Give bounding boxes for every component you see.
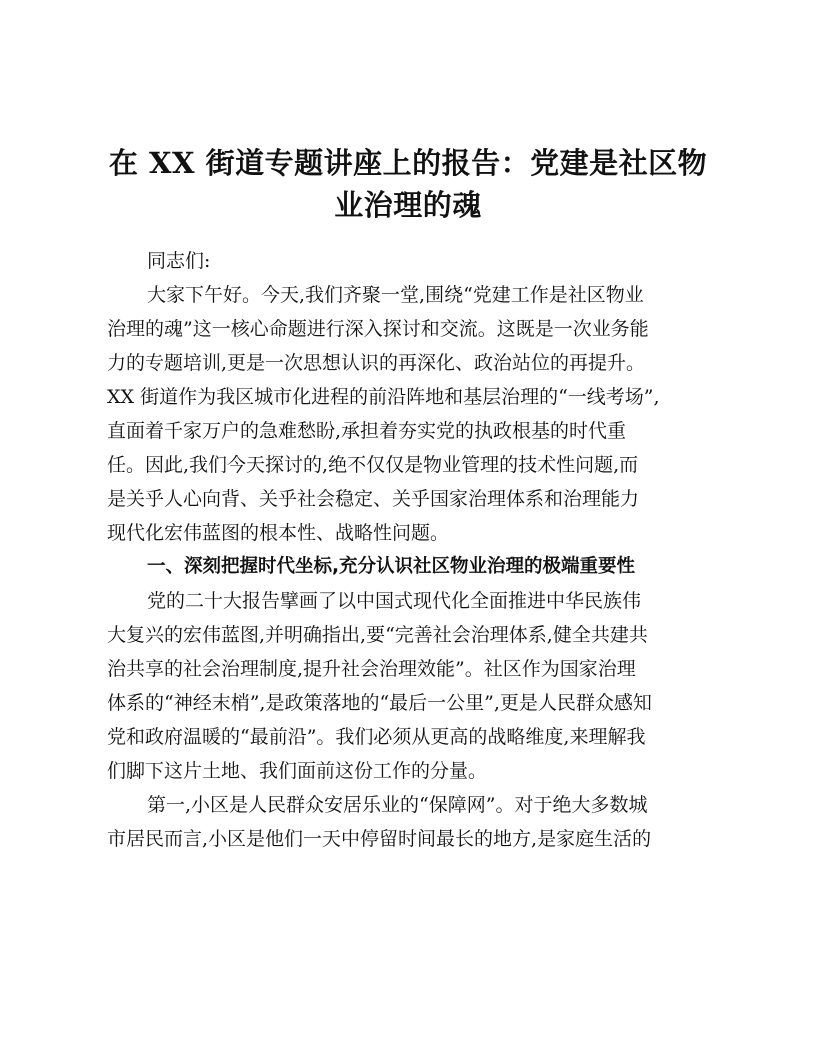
- paragraph-line: 大复兴的宏伟蓝图,并明确指出,要“完善社会治理体系,健全共建共: [107, 624, 648, 646]
- paragraph-line: 大家下午好。今天,我们齐聚一堂,围绕“党建工作是社区物业: [147, 284, 644, 306]
- paragraph-line: 治共享的社会治理制度,提升社会治理效能”。社区作为国家治理: [107, 658, 636, 680]
- paragraph-line: 市居民而言,小区是他们一天中停留时间最长的地方,是家庭生活的: [107, 828, 652, 850]
- paragraph-line: 现代化宏伟蓝图的根本性、战略性问题。: [107, 522, 450, 544]
- title-line: 业治理的魂: [334, 188, 482, 222]
- paragraph-line: 体系的“神经末梢”,是政策落地的“最后一公里”,更是人民群众感知: [107, 692, 652, 714]
- document-title: [100, 142, 716, 226]
- paragraph-line: 们脚下这片土地、我们面前这份工作的分量。: [107, 760, 488, 782]
- section-heading: 一、深刻把握时代坐标,充分认识社区物业治理的极端重要性: [147, 556, 636, 577]
- paragraph-line: 任。因此,我们今天探讨的,绝不仅仅是物业管理的技术性问题,而: [107, 454, 639, 476]
- paragraph-line: 党的二十大报告擘画了以中国式现代化全面推进中华民族伟: [147, 590, 642, 612]
- title-line: 在 XX 街道专题讲座上的报告：党建是社区物: [108, 146, 708, 180]
- document-body: [107, 244, 717, 856]
- paragraph-line: 是关乎人心向背、关乎社会稳定、关乎国家治理体系和治理能力: [107, 488, 640, 510]
- paragraph-line: 治理的魂”这一核心命题进行深入探讨和交流。这既是一次业务能: [107, 318, 649, 340]
- paragraph-line: 直面着千家万户的急难愁盼,承担着夯实党的执政根基的时代重: [107, 420, 627, 442]
- paragraph-line: 第一,小区是人民群众安居乐业的“保障网”。对于绝大多数城: [147, 794, 648, 816]
- paragraph-line: 党和政府温暖的“最前沿”。我们必须从更高的战略维度,来理解我: [107, 726, 646, 748]
- paragraph-line: 力的专题培训,更是一次思想认识的再深化、政治站位的再提升。: [107, 352, 646, 374]
- paragraph-line: XX 街道作为我区城市化进程的前沿阵地和基层治理的“一线考场”,: [107, 386, 660, 408]
- paragraph-line: 同志们:: [147, 250, 211, 272]
